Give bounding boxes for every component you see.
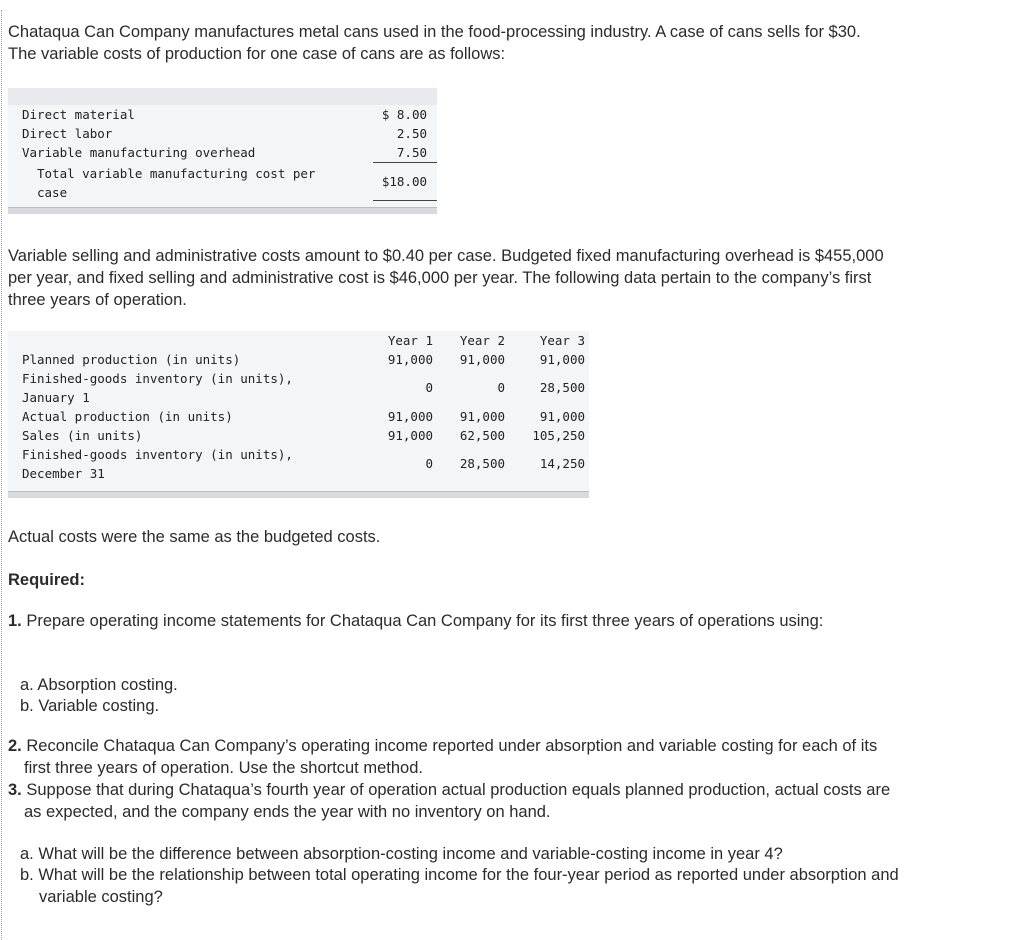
cell-year1: 91,000 [387,409,433,424]
question-number: 2. [8,737,22,755]
row-label: Actual production (in units) [22,409,233,424]
table-bottom-band [8,491,589,498]
table-row-value: 7.50 [396,145,427,160]
question-3a: a. What will be the difference between absorption-costing income and variable-costing income in year 4? [20,845,783,863]
question-1a: a. Absorption costing. [20,676,178,694]
cell-year3: 14,250 [539,456,585,471]
table-row-value: $ 8.00 [381,107,427,122]
total-label-line1: Total variable manufacturing cost per [37,166,316,181]
column-header-year1: Year 1 [387,333,433,348]
table-header-band [8,88,437,105]
cell-year2: 62,500 [459,428,505,443]
row-label: Sales (in units) [22,428,143,443]
row-label: Planned production (in units) [22,352,241,367]
cell-year3: 28,500 [539,380,585,395]
selling-admin-paragraph: Variable selling and administrative costs amount to $0.40 per case. Budgeted fixed manufacturing overhead is $455,000 per year, and fixed selling and administrative cost is $46,000 per year. The following data pertain to the company’s first three years of operation. [8,247,884,309]
total-double-rule [373,200,437,201]
question-text: Prepare operating income statements for Chataqua Can Company for its first three years of operations using: [26,612,824,630]
row-label: Finished-goods inventory (in units), [22,447,293,462]
cell-year2: 28,500 [459,456,505,471]
table-row-label: Direct material [22,107,135,122]
cell-year1: 91,000 [387,428,433,443]
cell-year2: 0 [497,380,505,395]
cell-year3: 105,250 [532,428,585,443]
question-3b: b. What will be the relationship between total operating income for the four-year period as reported under absorption and variable costing? [20,866,899,906]
left-dotted-border [1,10,2,940]
cell-year1: 0 [425,380,433,395]
cell-year1: 0 [425,456,433,471]
question-number: 1. [8,612,22,630]
cell-year3: 91,000 [539,352,585,367]
row-label: Finished-goods inventory (in units), [22,371,293,386]
cell-year2: 91,000 [459,352,505,367]
question-1 [8,610,904,632]
column-header-year3: Year 3 [539,333,585,348]
subtotal-rule [373,162,437,163]
total-value: $18.00 [381,174,427,189]
cell-year3: 91,000 [539,409,585,424]
intro-paragraph: Chataqua Can Company manufactures metal cans used in the food-processing industry. A case of cans sells for $30. The variable costs of production for one case of cans are as follows: [8,23,861,63]
cell-year2: 91,000 [459,409,505,424]
row-label-continued: December 31 [22,466,105,481]
question-text: Suppose that during Chataqua’s fourth year of operation actual production equals planned production, actual costs are as expected, and the company ends the year with no inventory on hand. [24,781,891,821]
question-number: 3. [8,781,22,799]
required-heading: Required: [8,571,86,589]
question-2 [8,735,904,779]
table-bottom-band [8,207,437,214]
operations-table [8,331,589,498]
table-row-label: Direct labor [22,126,113,141]
question-3 [8,779,904,823]
row-label-continued: January 1 [22,390,90,405]
actual-costs-note: Actual costs were the same as the budgeted costs. [8,528,381,546]
column-header-year2: Year 2 [459,333,505,348]
question-1b: b. Variable costing. [20,697,160,715]
cell-year1: 91,000 [387,352,433,367]
variable-costs-table [8,88,437,214]
question-text: Reconcile Chataqua Can Company’s operating income reported under absorption and variable costing for each of its first three years of operation. Use the shortcut method. [24,737,878,777]
table-row-label: Variable manufacturing overhead [22,145,256,160]
total-label-line2: case [37,185,68,200]
table-row-value: 2.50 [396,126,427,141]
